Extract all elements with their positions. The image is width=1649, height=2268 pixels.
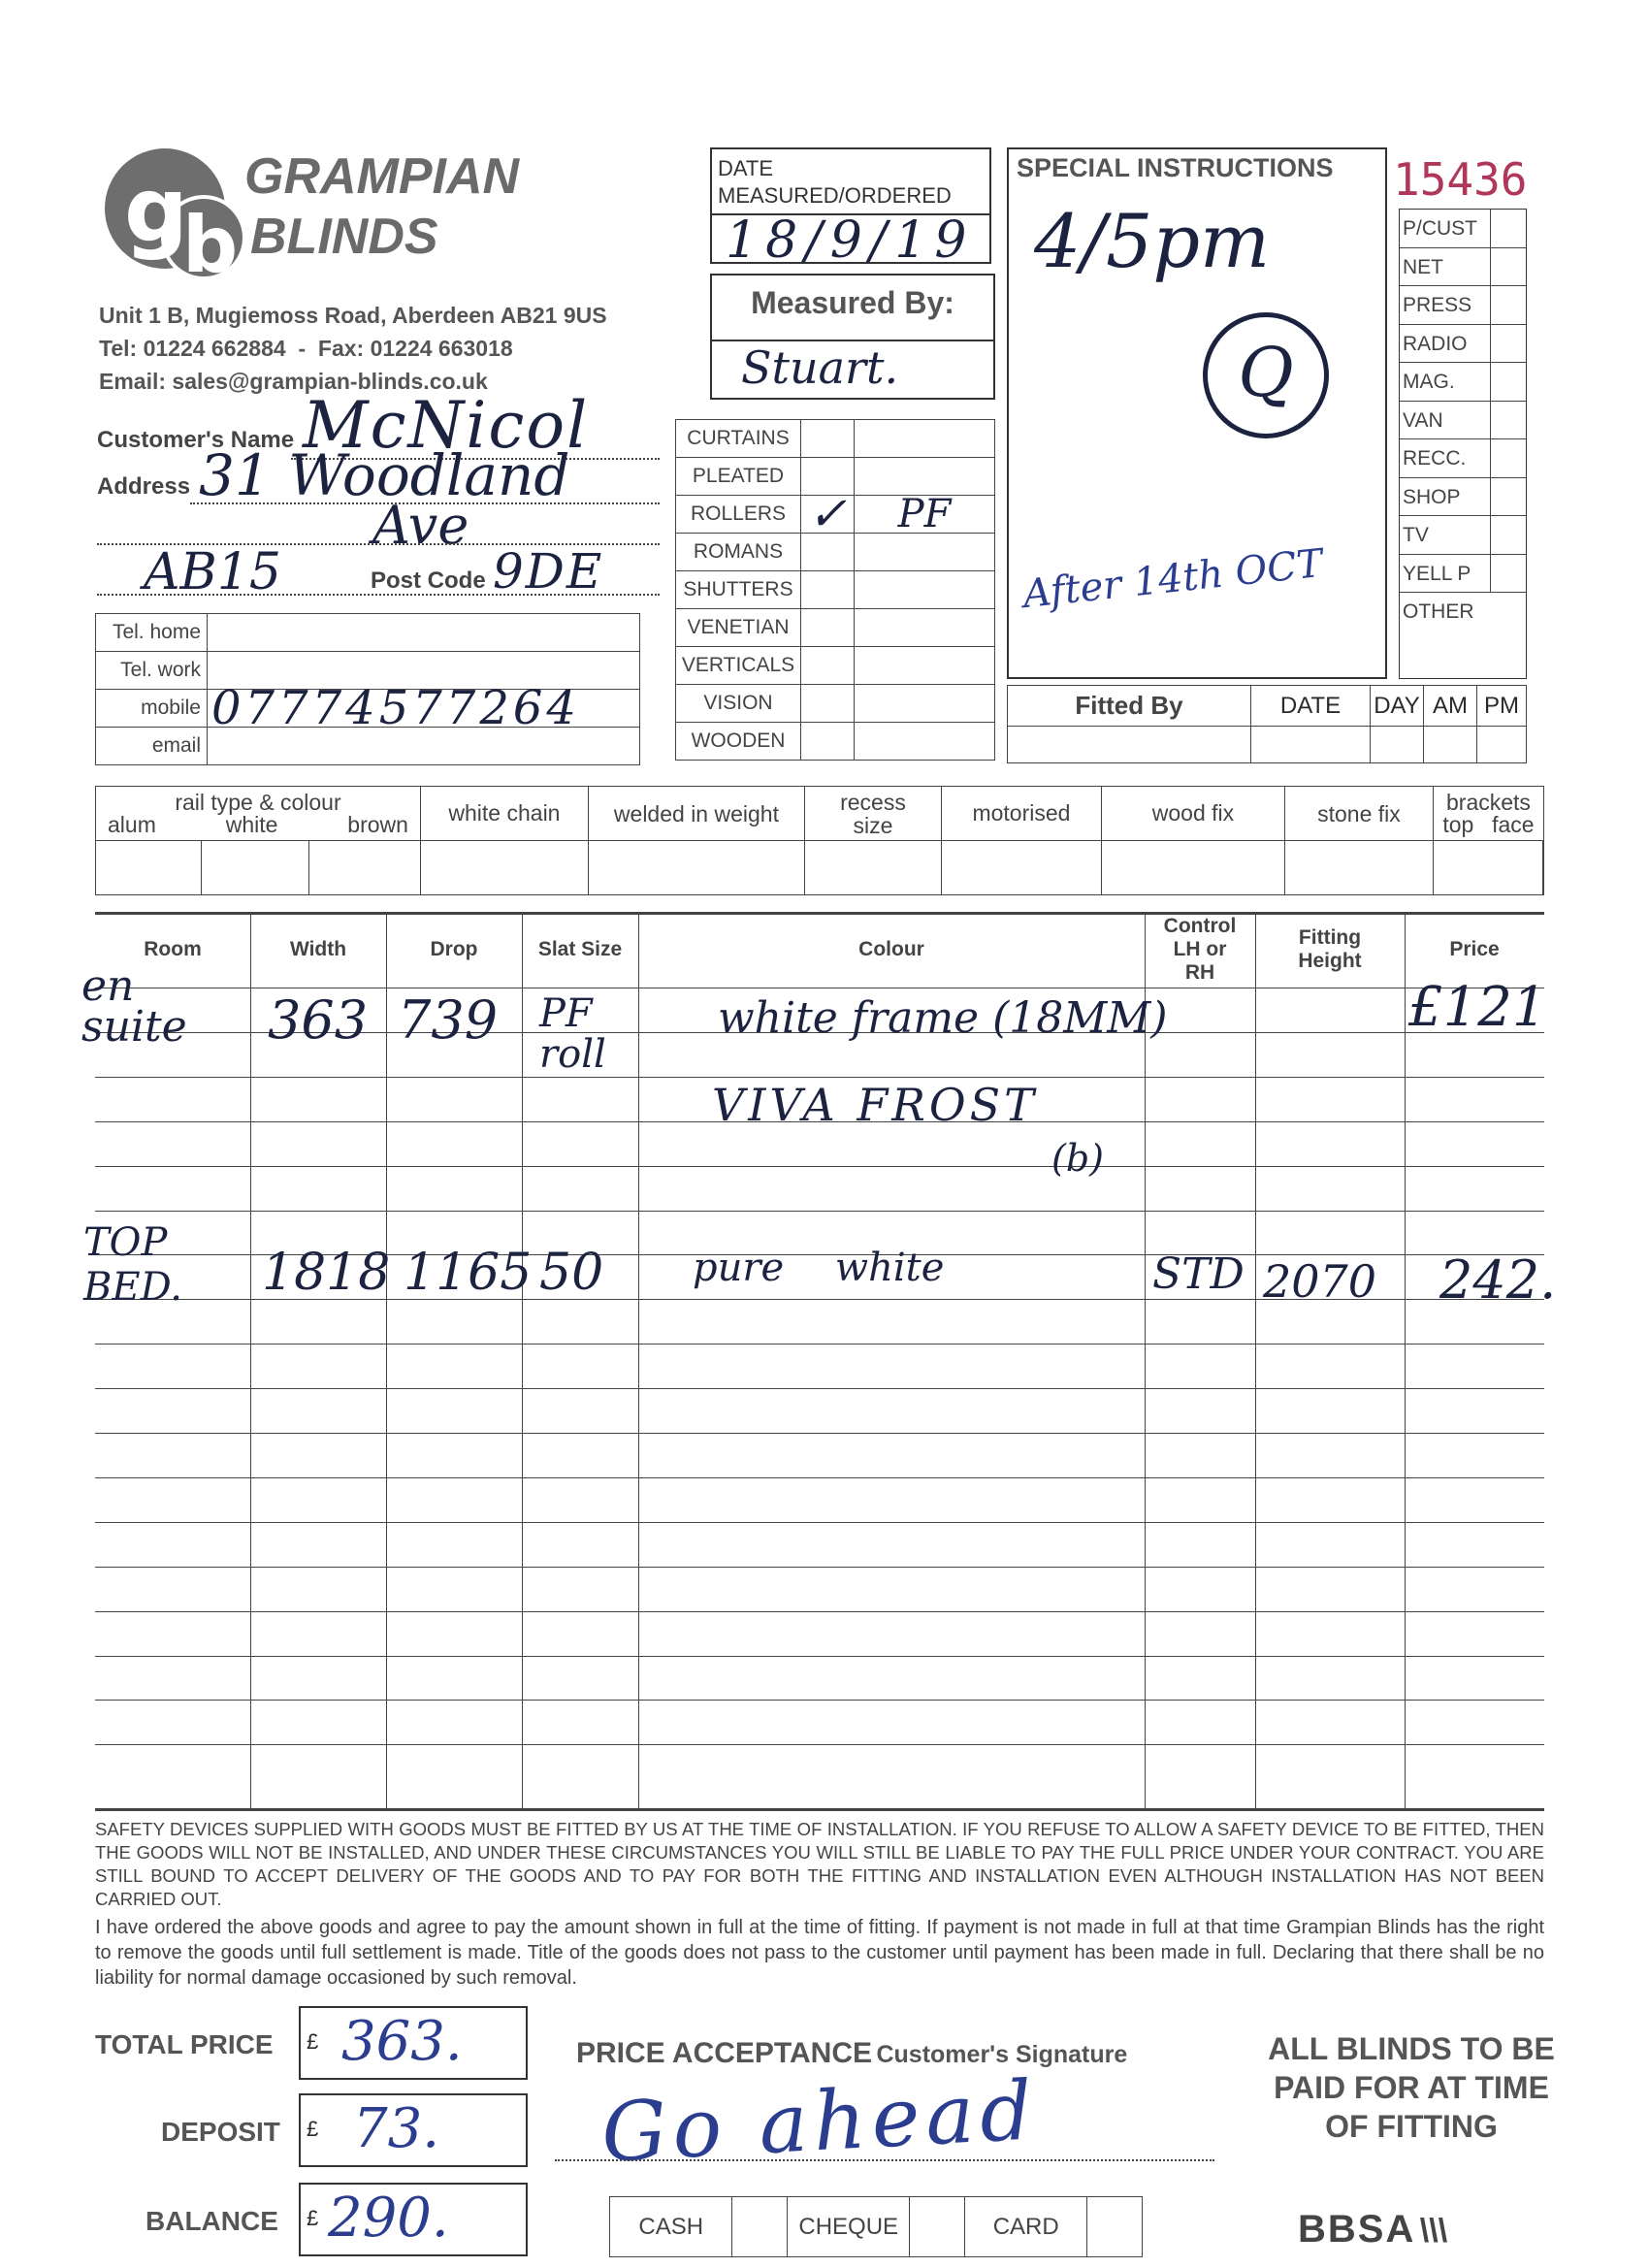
source-checkbox[interactable] <box>1490 402 1526 439</box>
blind-type-row <box>676 685 995 723</box>
bbsa-logo-text: BBSA <box>1298 2208 1416 2251</box>
customer-name-value: McNicol <box>303 388 590 463</box>
deposit-currency: £ <box>307 2117 319 2141</box>
white-chain-header: white chain <box>420 787 588 841</box>
form-number: 15436 <box>1393 153 1528 206</box>
total-currency: £ <box>307 2029 319 2054</box>
signature-line <box>555 2159 1214 2161</box>
postcode-label: Post Code <box>371 567 486 594</box>
order-table-bottom-rule <box>95 1808 1544 1811</box>
rail-type-header <box>96 787 421 841</box>
contact-label: Tel. work <box>96 652 208 690</box>
source-item <box>1400 593 1526 632</box>
special-instructions-box <box>1007 147 1387 679</box>
table-row <box>95 1388 1544 1433</box>
entry2-price: 242. <box>1439 1249 1557 1311</box>
alum-cell <box>96 841 202 895</box>
balance-box <box>299 2183 528 2256</box>
source-checkbox[interactable] <box>1490 248 1526 286</box>
price-acceptance-title: PRICE ACCEPTANCE <box>576 2037 873 2069</box>
total-price-label: TOTAL PRICE <box>95 2029 274 2059</box>
source-item-label: RADIO <box>1403 332 1468 355</box>
rail-brown-label: brown <box>347 811 408 837</box>
total-price-box <box>299 2006 528 2080</box>
entry2-height: 2070 <box>1263 1255 1377 1308</box>
safety-terms: SAFETY DEVICES SUPPLIED WITH GOODS MUST BE FITTED BY US AT THE TIME OF INSTALLATION. IF YOU REFUSE TO ALLOW A SAFETY DEVICE TO BE FITTED, THEN THE GOODS WILL NOT BE INSTALLED, AND UNDER THESE CIRCUMSTANCES YOU WILL STILL BE LIABLE TO PAY THE FULL PRICE UNDER YOUR CONTRACT. YOU ARE STILL BOUND TO ACCEPT DELIVERY OF THE GOODS AND TO PAY FOR BOTH THE FITTING AND INSTALLATION EVEN ALTHOUGH INSTALLATION HAS NOT BEEN CARRIED OUT. <box>95 1819 1544 1909</box>
contact-label: email <box>96 728 208 765</box>
blind-type-row <box>676 647 995 685</box>
date-box <box>710 147 991 270</box>
entry1-drop: 739 <box>398 989 499 1051</box>
options-table <box>95 786 1544 895</box>
entry2-slat: 50 <box>539 1244 604 1302</box>
source-checkbox[interactable] <box>1490 363 1526 401</box>
source-item <box>1400 363 1526 402</box>
blind-type-note <box>855 458 995 496</box>
entry1-slat: PF roll <box>539 991 606 1077</box>
balance-label: BALANCE <box>146 2206 278 2236</box>
blind-type-tick[interactable] <box>801 685 855 723</box>
source-checkbox[interactable] <box>1490 478 1526 516</box>
company-name-line2: BLINDS <box>250 209 438 265</box>
rail-white-label: white <box>225 811 278 837</box>
deposit-label: DEPOSIT <box>161 2117 280 2147</box>
entry1-room: en suite <box>81 961 187 1052</box>
measured-by-label: Measured By: <box>751 285 954 320</box>
wood-fix-header: wood fix <box>1101 787 1284 841</box>
fitted-by-label: Fitted By <box>1008 686 1251 727</box>
brackets-top-label: top <box>1442 811 1474 837</box>
bracket-top-cell <box>1433 841 1542 895</box>
contact-label: mobile <box>96 690 208 728</box>
brown-cell <box>309 841 421 895</box>
source-list <box>1399 209 1527 679</box>
order-header-cell: Price <box>1449 938 1500 960</box>
company-phone: Tel: 01224 662884 - Fax: 01224 663018 <box>99 336 513 361</box>
blind-type-label: PLEATED <box>676 458 801 496</box>
table-row <box>95 1344 1544 1388</box>
contact-table <box>95 613 640 765</box>
order-header-cell: Colour <box>858 938 924 960</box>
order-header-cell: Control LH or RH <box>1163 915 1237 984</box>
blind-type-tick[interactable]: ✓ <box>801 496 855 534</box>
fitted-day-label: DAY <box>1371 686 1424 727</box>
blind-type-note <box>855 571 995 609</box>
blind-type-note <box>855 534 995 571</box>
blind-type-tick[interactable] <box>801 609 855 647</box>
bbsa-logo <box>1298 2208 1447 2252</box>
source-checkbox[interactable] <box>1490 325 1526 363</box>
payment-method-checkbox[interactable] <box>732 2197 788 2257</box>
payment-methods <box>609 2196 1143 2257</box>
source-item <box>1400 478 1526 517</box>
entry1-price: £121 <box>1408 976 1547 1039</box>
logo-gb-icon <box>97 146 252 281</box>
source-checkbox[interactable] <box>1490 439 1526 477</box>
source-checkbox[interactable] <box>1490 516 1526 554</box>
customer-name-label: Customer's Name <box>97 427 295 453</box>
blind-type-label: WOODEN <box>676 723 801 761</box>
fitted-am-label: AM <box>1424 686 1477 727</box>
contact-value[interactable]: 07774577264 <box>208 690 640 728</box>
blind-type-table <box>675 419 995 761</box>
table-row <box>95 1744 1544 1789</box>
measured-by-box <box>710 274 995 400</box>
source-item <box>1400 516 1526 555</box>
source-item-label: P/CUST <box>1403 217 1478 240</box>
table-row <box>95 1611 1544 1656</box>
bracket-face-cell <box>1542 841 1543 895</box>
blind-type-tick[interactable] <box>801 723 855 761</box>
contact-row <box>96 614 640 652</box>
source-item-label: RECC. <box>1403 447 1467 470</box>
source-item-label: OTHER <box>1403 600 1474 623</box>
brackets-face-label: face <box>1492 811 1535 837</box>
table-row <box>95 1700 1544 1744</box>
fitted-pm-label: PM <box>1477 686 1527 727</box>
balance-currency: £ <box>307 2206 319 2230</box>
fitted-by-value <box>1008 727 1251 763</box>
bbsa-stripes-icon: \\\ <box>1419 2213 1448 2250</box>
blind-type-label: ROLLERS <box>676 496 801 534</box>
source-item-label: PRESS <box>1403 294 1472 316</box>
welded-header: welded in weight <box>588 787 804 841</box>
source-item <box>1400 210 1526 248</box>
rail-type-label: rail type & colour <box>175 789 341 815</box>
blind-type-label: CURTAINS <box>676 420 801 458</box>
blind-type-tick[interactable] <box>801 571 855 609</box>
blind-type-label: ROMANS <box>676 534 801 571</box>
table-row <box>95 1477 1544 1522</box>
table-row <box>95 1567 1544 1611</box>
payment-method-checkbox[interactable] <box>1087 2197 1143 2257</box>
blind-type-row <box>676 723 995 761</box>
entry2-drop: 1165 <box>404 1244 533 1302</box>
source-checkbox[interactable] <box>1490 210 1526 247</box>
white-cell <box>202 841 309 895</box>
blind-type-label: SHUTTERS <box>676 571 801 609</box>
company-email: Email: sales@grampian-blinds.co.uk <box>99 369 488 394</box>
price-acceptance-label <box>576 2037 1127 2070</box>
brackets-label: brackets <box>1446 789 1531 815</box>
total-price-value: 363. <box>341 2010 463 2073</box>
source-item <box>1400 248 1526 287</box>
payment-method-label: CARD <box>964 2197 1086 2257</box>
source-item-label: TV <box>1403 524 1429 546</box>
table-row <box>95 1522 1544 1567</box>
source-item-label: SHOP <box>1403 485 1461 508</box>
brackets-header <box>1433 787 1543 841</box>
svg-text:g: g <box>124 158 188 262</box>
svg-text:b: b <box>182 200 239 281</box>
company-logo <box>97 146 252 281</box>
address-underline-3 <box>97 594 660 596</box>
wood-fix-cell <box>1101 841 1284 895</box>
fitted-date-label: DATE <box>1251 686 1371 727</box>
agreement-terms: I have ordered the above goods and agree to pay the amount shown in full at the time of fitting. If payment is not made in full at that time Grampian Blinds has the right to remove the goods until full settlement is made. Title of the goods does not pass to the customer until payment has been made in full. Declaring that there shall be no liability for normal damage occasioned by such removal. <box>95 1917 1544 1989</box>
customer-signature-label: Customer's Signature <box>876 2041 1128 2068</box>
company-address: Unit 1 B, Mugiemoss Road, Aberdeen AB21 9US <box>99 303 607 328</box>
welded-cell <box>588 841 804 895</box>
white-chain-cell <box>420 841 588 895</box>
address-line2: Ave <box>372 495 469 556</box>
deposit-value: 73. <box>353 2097 440 2160</box>
special-instructions-label: SPECIAL INSTRUCTIONS <box>1017 153 1334 182</box>
source-item <box>1400 325 1526 364</box>
order-header-cell: Slat Size <box>537 938 623 960</box>
entry2-width: 1818 <box>262 1244 391 1302</box>
blind-type-tick[interactable] <box>801 647 855 685</box>
special-note-time: 4/5pm <box>1034 198 1271 284</box>
table-row <box>95 1656 1544 1701</box>
motorised-cell <box>941 841 1101 895</box>
source-checkbox[interactable] <box>1490 286 1526 324</box>
recess-header: recess size <box>804 787 941 841</box>
order-header-cell: Width <box>289 938 347 960</box>
contact-row <box>96 690 640 728</box>
motorised-header: motorised <box>941 787 1101 841</box>
blind-type-row <box>676 571 995 609</box>
postcode-value: 9DE <box>493 543 604 599</box>
source-item <box>1400 439 1526 478</box>
blind-type-note <box>855 420 995 458</box>
recess-cell <box>804 841 941 895</box>
order-header-cell: Room <box>144 938 202 960</box>
blind-type-note: PF <box>855 496 995 534</box>
date-value: 18/9/19 <box>726 211 975 270</box>
entry1-width: 363 <box>268 989 369 1051</box>
blind-type-label: VENETIAN <box>676 609 801 647</box>
blind-type-row <box>676 609 995 647</box>
address-line3: AB15 <box>144 543 281 601</box>
contact-value[interactable] <box>208 614 640 652</box>
source-item <box>1400 555 1526 594</box>
stone-fix-header: stone fix <box>1284 787 1433 841</box>
blind-type-label: VERTICALS <box>676 647 801 685</box>
special-note-circle: Q <box>1203 312 1329 438</box>
blind-type-row <box>676 420 995 458</box>
order-header-cell: Fitting Height <box>1298 926 1362 972</box>
table-row <box>95 1166 1544 1211</box>
customer-signature: Go ahead <box>598 2062 1041 2181</box>
rail-alum-label: alum <box>108 811 156 837</box>
balance-value: 290. <box>328 2187 449 2250</box>
source-item-label: VAN <box>1403 408 1443 432</box>
blind-type-note <box>855 609 995 647</box>
source-item <box>1400 402 1526 440</box>
source-checkbox[interactable] <box>1490 555 1526 593</box>
source-item <box>1400 286 1526 325</box>
source-item-label: MAG. <box>1403 371 1455 393</box>
company-name-line1: GRAMPIAN <box>244 148 520 205</box>
payment-method-label: CHEQUE <box>787 2197 909 2257</box>
measured-by-value: Stuart. <box>741 341 899 394</box>
blind-type-label: VISION <box>676 685 801 723</box>
special-note-after: After 14th OCT <box>1020 540 1325 618</box>
address-line1: 31 Woodland <box>199 442 570 508</box>
source-item-label: NET <box>1403 255 1443 278</box>
contact-label: Tel. home <box>96 614 208 652</box>
entry2-colour: pure white <box>693 1246 945 1290</box>
deposit-box <box>299 2093 528 2167</box>
entry1-colour2: VIVA FROST <box>712 1079 1038 1131</box>
payment-method-checkbox[interactable] <box>910 2197 965 2257</box>
source-item-label: YELL P <box>1403 562 1471 585</box>
blind-type-note <box>855 685 995 723</box>
entry1-colour: white frame (18MM) <box>718 993 1168 1043</box>
order-header-cell: Drop <box>430 938 478 960</box>
table-row <box>95 1433 1544 1477</box>
blind-type-note <box>855 647 995 685</box>
entry1-colour3: (b) <box>1051 1137 1104 1180</box>
stone-fix-cell <box>1284 841 1433 895</box>
entry2-room: TOP BED. <box>83 1220 182 1310</box>
payment-method-label: CASH <box>610 2197 732 2257</box>
blind-type-note <box>855 723 995 761</box>
address-label: Address <box>97 473 191 500</box>
entry2-control: STD <box>1152 1249 1245 1299</box>
blind-type-tick[interactable] <box>801 420 855 458</box>
fitted-by-table <box>1007 685 1527 763</box>
date-label: DATE MEASURED/ORDERED <box>718 156 952 208</box>
blind-type-row <box>676 496 995 534</box>
footer-notice: ALL BLINDS TO BE PAID FOR AT TIME OF FITTING <box>1268 2031 1555 2144</box>
